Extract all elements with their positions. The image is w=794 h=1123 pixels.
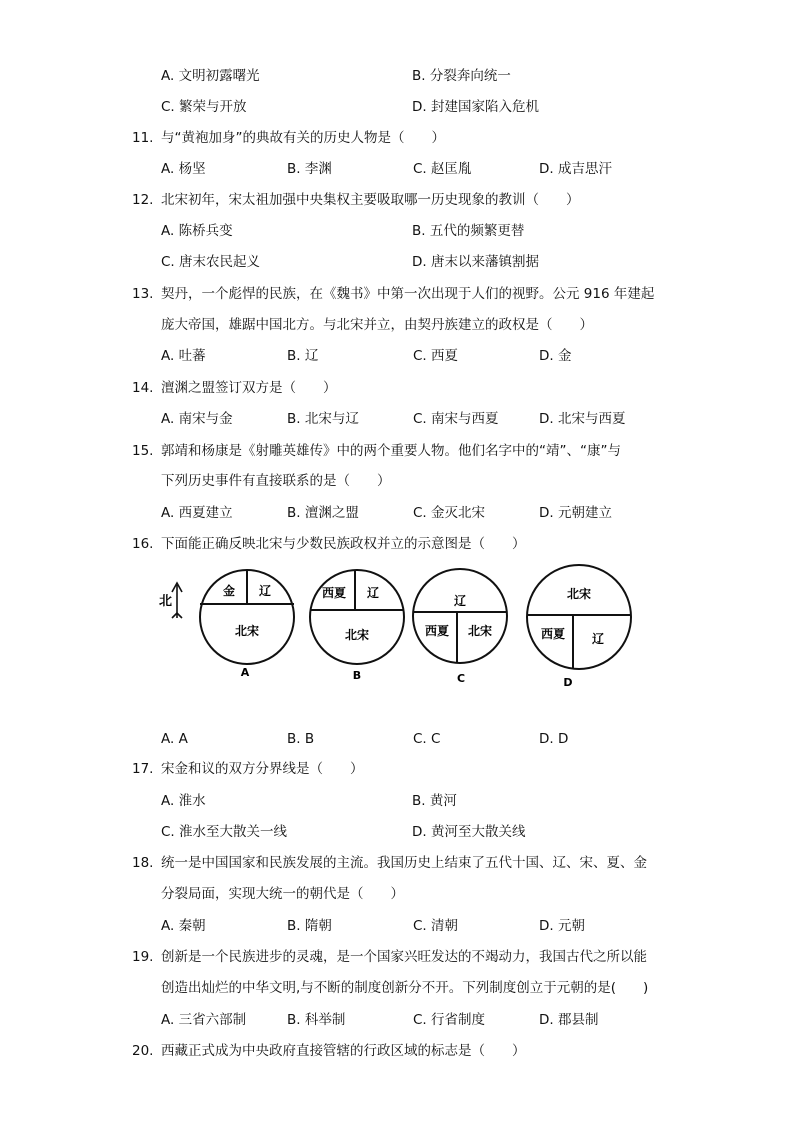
diagram-label: A <box>240 666 250 679</box>
option-a: A. 西夏建立 <box>161 505 233 521</box>
option-d: D. 北宋与西夏 <box>539 411 626 427</box>
question-number: 16. <box>132 536 154 552</box>
question-text-line-2: 下列历史事件有直接联系的是（ ） <box>161 473 391 489</box>
question-number: 15. <box>132 443 154 459</box>
option-a: A. 吐蕃 <box>161 348 206 364</box>
question-text: 宋金和议的双方分界线是（ ） <box>161 761 364 777</box>
region-label: 辽 <box>258 584 272 598</box>
option-b: B. 隋朝 <box>287 918 332 934</box>
option-b: B. 北宋与辽 <box>287 411 359 427</box>
region-label: 金 <box>222 584 236 598</box>
region-label: 北宋 <box>234 624 260 638</box>
option-c: C. 唐末农民起义 <box>161 254 261 270</box>
question-text-line-1: 郭靖和杨康是《射雕英雄传》中的两个重要人物。他们名字中的“靖”、“康”与 <box>161 443 621 459</box>
question-number: 14. <box>132 380 154 396</box>
option-b: B. B <box>287 731 315 747</box>
option-b: B. 科举制 <box>287 1012 346 1028</box>
option-a: A. A <box>161 731 188 747</box>
option-d: D. 唐末以来藩镇割据 <box>412 254 539 270</box>
question-text: 与“黄袍加身”的典故有关的历史人物是（ ） <box>161 130 445 146</box>
option-d: D. 元朝 <box>539 918 585 934</box>
question-text: 澶渊之盟签订双方是（ ） <box>161 380 337 396</box>
diagram-label: D <box>563 676 573 689</box>
option-c: C. 金灭北宋 <box>413 505 486 521</box>
diagram-d <box>527 565 631 689</box>
option-b: B. 五代的频繁更替 <box>412 223 525 239</box>
diagram-a <box>200 570 294 679</box>
region-label: 西夏 <box>424 624 450 638</box>
question-text: 北宋初年，宋太祖加强中央集权主要吸取哪一历史现象的教训（ ） <box>161 192 580 208</box>
option-a: A. 秦朝 <box>161 918 206 934</box>
option-a: A. 南宋与金 <box>161 411 233 427</box>
option-c: C. 淮水至大散关一线 <box>161 824 288 840</box>
option-c: C. 西夏 <box>413 348 459 364</box>
diagram-b <box>310 570 404 682</box>
north-arrow <box>159 583 182 618</box>
option-d: D. 黄河至大散关线 <box>412 824 526 840</box>
question-number: 19. <box>132 949 154 965</box>
option-c: C. 繁荣与开放 <box>161 99 247 115</box>
question-number: 20. <box>132 1043 154 1059</box>
region-label: 北宋 <box>467 624 493 638</box>
question-number: 11. <box>132 130 154 146</box>
question-text-line-2: 分裂局面，实现大统一的朝代是（ ） <box>161 886 404 902</box>
option-c: C. C <box>413 731 441 747</box>
option-c: C. 行省制度 <box>413 1012 486 1028</box>
option-a: A. 三省六部制 <box>161 1012 247 1028</box>
region-label: 辽 <box>453 594 467 608</box>
question-text-line-1: 统一是中国国家和民族发展的主流。我国历史上结束了五代十国、辽、宋、夏、金 <box>161 855 647 871</box>
region-label: 辽 <box>591 632 605 646</box>
option-d: D. 金 <box>539 348 572 364</box>
option-a: A. 陈桥兵变 <box>161 223 233 239</box>
question-text-line-2: 创造出灿烂的中华文明,与不断的制度创新分不开。下列制度创立于元朝的是( ) <box>161 980 649 996</box>
diagram-label: B <box>352 669 362 682</box>
region-label: 北宋 <box>344 628 370 642</box>
option-d: D. 郡县制 <box>539 1012 599 1028</box>
option-a: A. 文明初露曙光 <box>161 68 260 84</box>
region-label: 西夏 <box>540 627 566 641</box>
option-c: C. 南宋与西夏 <box>413 411 499 427</box>
region-label: 辽 <box>366 586 380 600</box>
region-label: 北宋 <box>566 587 592 601</box>
question-text-line-1: 契丹，一个彪悍的民族，在《魏书》中第一次出现于人们的视野。公元 916 年建起 <box>161 286 655 302</box>
question-number: 12. <box>132 192 154 208</box>
option-d: D. 成吉思汗 <box>539 161 612 177</box>
option-b: B. 澶渊之盟 <box>287 505 359 521</box>
option-a: A. 杨坚 <box>161 161 206 177</box>
territory-diagram-figure <box>0 560 794 690</box>
question-text-line-1: 创新是一个民族进步的灵魂，是一个国家兴旺发达的不竭动力，我国古代之所以能 <box>161 949 647 965</box>
diagram-c <box>413 569 507 685</box>
question-text-line-2: 庞大帝国，雄踞中国北方。与北宋并立，由契丹族建立的政权是（ ） <box>161 317 593 333</box>
option-d: D. D <box>539 731 569 747</box>
option-b: B. 辽 <box>287 348 319 364</box>
option-c: C. 赵匡胤 <box>413 161 472 177</box>
question-number: 13. <box>132 286 154 302</box>
option-d: D. 封建国家陷入危机 <box>412 99 539 115</box>
question-number: 17. <box>132 761 154 777</box>
option-a: A. 淮水 <box>161 793 206 809</box>
option-d: D. 元朝建立 <box>539 505 612 521</box>
option-b: B. 黄河 <box>412 793 457 809</box>
question-number: 18. <box>132 855 154 871</box>
north-label: 北 <box>159 594 173 609</box>
question-text: 西藏正式成为中央政府直接管辖的行政区域的标志是（ ） <box>161 1043 526 1059</box>
option-b: B. 分裂奔向统一 <box>412 68 511 84</box>
region-label: 西夏 <box>321 586 347 600</box>
option-b: B. 李渊 <box>287 161 332 177</box>
question-text: 下面能正确反映北宋与少数民族政权并立的示意图是（ ） <box>161 536 526 552</box>
diagram-label: C <box>456 672 466 685</box>
option-c: C. 清朝 <box>413 918 459 934</box>
